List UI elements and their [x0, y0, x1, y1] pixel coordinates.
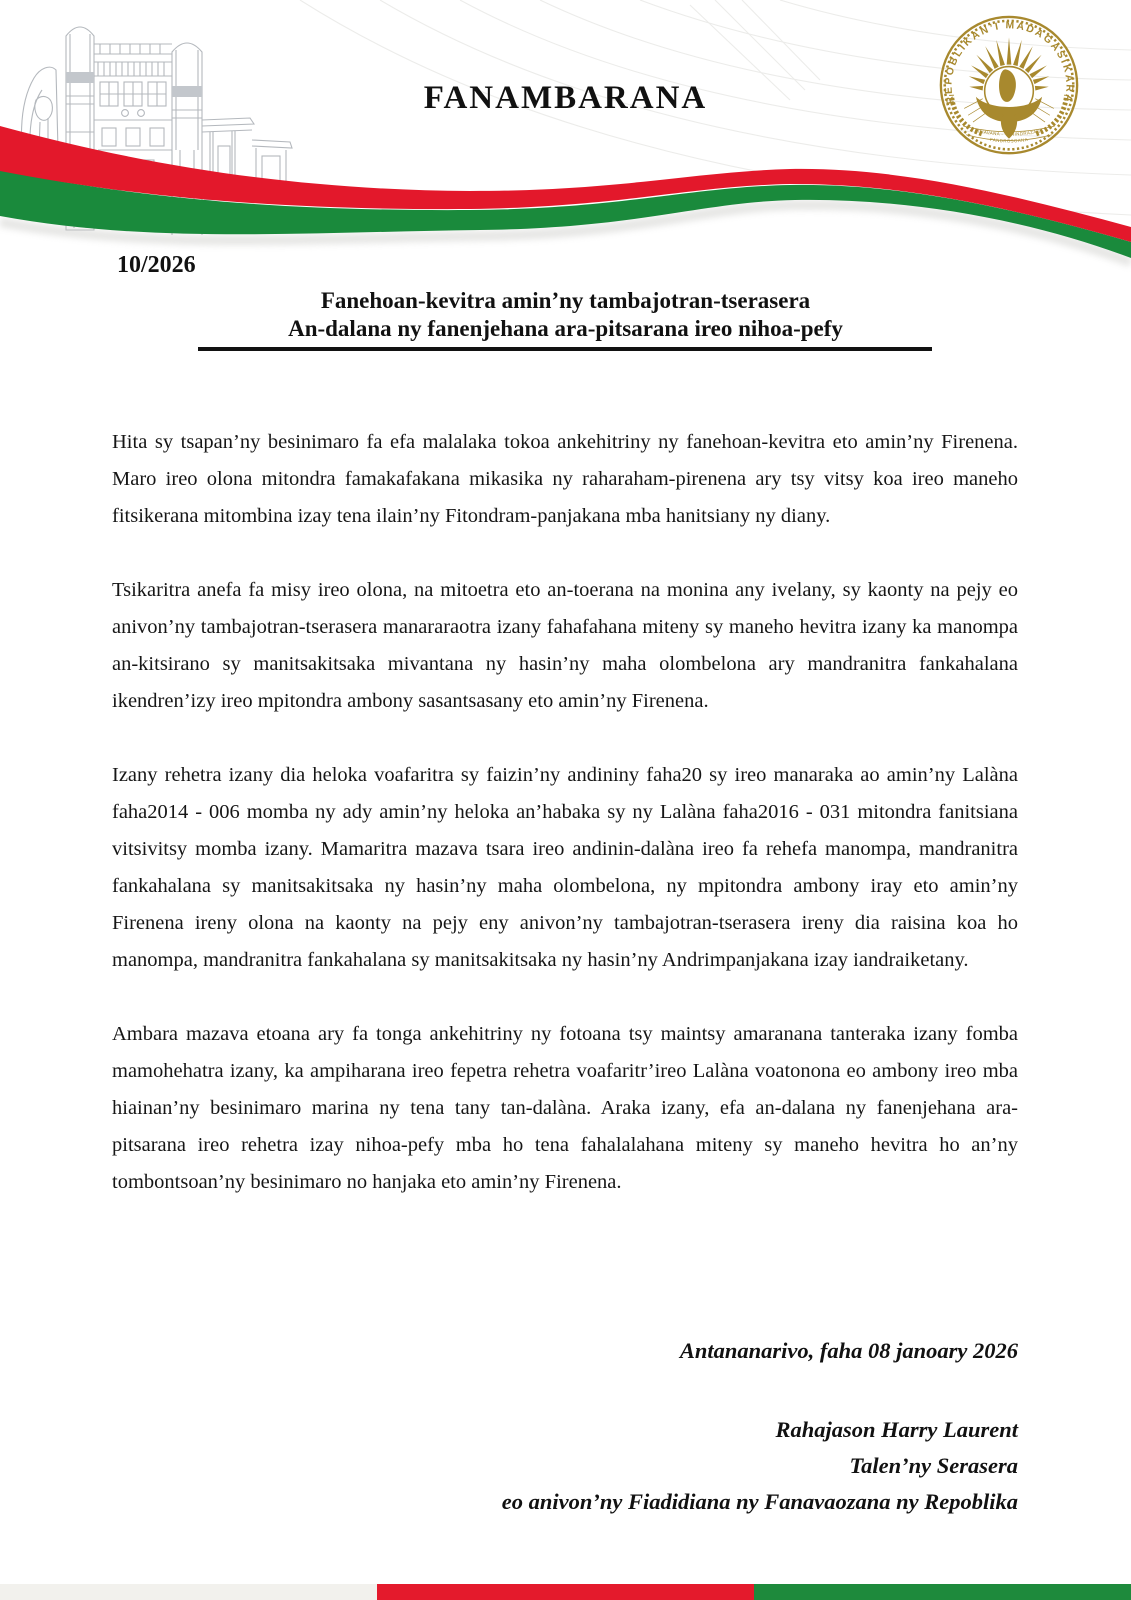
subject-heading — [0, 287, 1131, 343]
page-title: FANAMBARANA — [423, 80, 708, 116]
zebu-ear-left — [996, 113, 1003, 117]
signatory-title: Talen’ny Serasera — [849, 1453, 1018, 1478]
zebu-ear-right — [1015, 113, 1022, 117]
footer-bar-gray-segment — [0, 1584, 377, 1600]
paragraph-3: Izany rehetra izany dia heloka voafaritra sy faizin’ny andininy faha20 sy ireo manaraka ao amin’ny Lalàna faha2014 - 006 momba ny ady amin’ny heloka an’habaka sy ny Lalàna faha2016 - 031 mitondra fanitsiana vitsivitsy momba izany. Mamaritra mazava tsara ireo andinin-dalàna ireo fa rehefa manompa, mandranitra fankahalana sy manitsakitsaka ny hasin’ny maha olombelona, ny mpitondra ambony iray eto amin’ny Firenena ireny olona na kaonty na pejy eny anivon’ny tambajotran-tserasera ireny dia raisina koa ho manompa, mandranitra fankahalana sy manitsakitsaka ny hasin’ny Andrimpanjakana izay iandraiketany. — [112, 764, 1018, 971]
national-seal — [936, 10, 1082, 166]
subject-line-2: An-dalana ny fanenjehana ara-pitsarana ireo nihoa-pefy — [288, 316, 843, 341]
paragraph-2: Tsikaritra anefa fa misy ireo olona, na mitoetra eto an-toerana na monina any ivelany, sy kaonty na pejy eo anivon’ny tambajotran-tserasera manararaotra izany fahafahana miteny sy maneho hevitra izany ka manompa an-kitsirano sy manitsakitsaka mivantana ny hasin’ny maha olombelona ary mandranitra fankahalana ikendren’izy ireo mpitondra ambony sasantsasany eto amin’ny Firenena. — [112, 579, 1018, 712]
signature-block — [112, 1412, 1018, 1520]
signatory-name: Rahajason Harry Laurent — [775, 1417, 1018, 1442]
seal-country-text: REPOBLIKAN’I MADAGASIKARA — [943, 20, 1075, 105]
dateline: Antananarivo, faha 08 janoary 2026 — [679, 1338, 1018, 1363]
seal-motto-line2: FANDROSOANA — [989, 136, 1029, 144]
seal-motto-line1: FITIAVANA - TANINDRAZANA — [974, 127, 1044, 137]
footer-bar-green-segment — [754, 1584, 1131, 1600]
reference-number: 10/2026 — [117, 252, 196, 278]
subject-underline — [198, 347, 932, 351]
body-text — [112, 424, 1018, 1238]
subject-line-1: Fanehoan-kevitra amin’ny tambajotran-tserasera — [320, 288, 811, 313]
paragraph-4: Ambara mazava etoana ary fa tonga ankehitriny ny fotoana tsy maintsy amaranana tanteraka izany fomba mamohehatra izany, ka ampiharana ireo fepetra rehetra voafaritr’ireo Lalàna voatonona eo ambony ireo mba hiainan’ny besinimaro marina ny tena tany tan-dalàna. Araka izany, efa an-dalana ny fanenjehana ara-pitsarana ireo rehetra izay nihoa-pefy mba ho tena fahalalahana miteny sy maneho hevitra ho an’ny tombontsoan’ny besinimaro no hanjaka eto amin’ny Firenena. — [112, 1023, 1018, 1193]
footer-bar-red-segment — [377, 1584, 754, 1600]
signatory-office: eo anivon’ny Fiadidiana ny Fanavaozana ny Repoblika — [501, 1489, 1018, 1514]
paragraph-1: Hita sy tsapan’ny besinimaro fa efa malalaka tokoa ankehitriny ny fanehoan-kevitra eto amin’ny Firenena. Maro ireo olona mitondra famakafakana mikasika ny raharaham-pirenena ary tsy vitsy koa ireo maneho fitsikerana mitombina izay tena ilain’ny Fitondram-panjakana mba hanitsiany ny diany. — [112, 431, 1018, 527]
